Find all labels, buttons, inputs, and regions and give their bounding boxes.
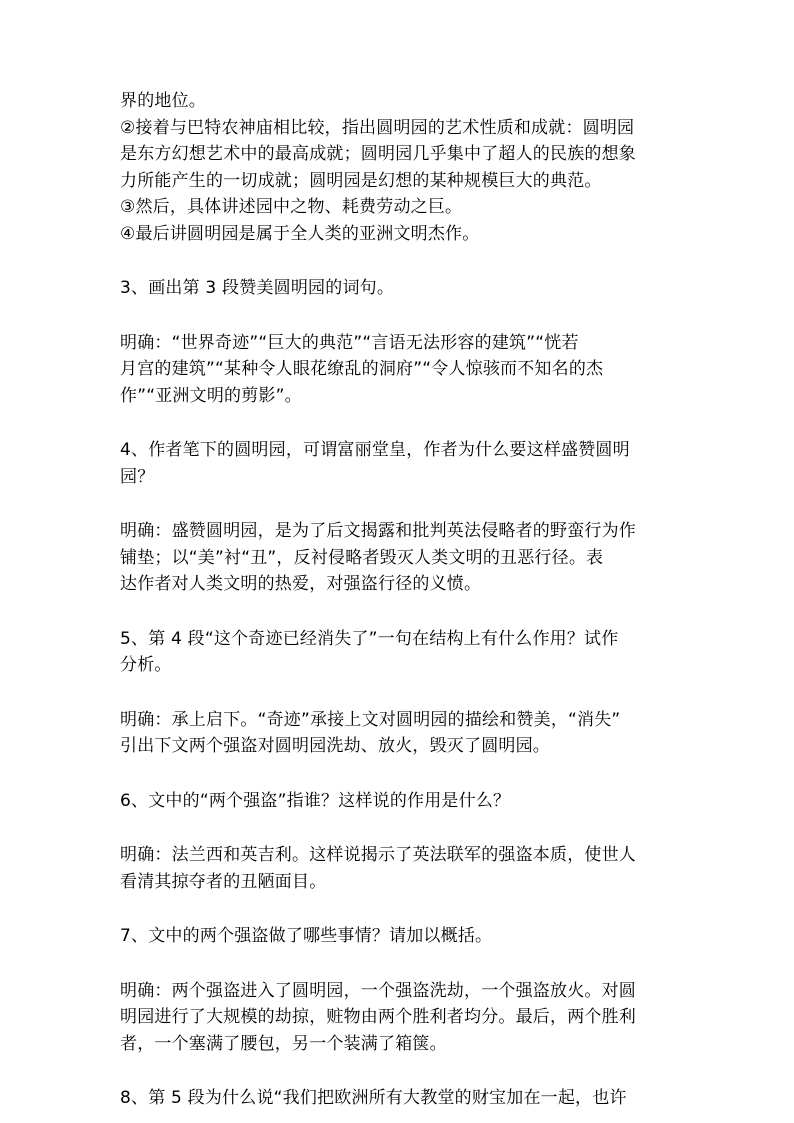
text-line: 看清其掠夺者的丑陋面目。 [120,871,327,892]
paragraph-gap [120,247,680,275]
text-line: 明确：法兰西和英吉利。这样说揭示了英法联军的强盗本质，使世人 [120,845,636,865]
text-line: 5、第 4 段“这个奇迹已经消失了”一句在结构上有什么作用？试作 [120,628,619,649]
answer-5 [120,707,680,760]
text-line: 达作者对人类文明的热爱，对强盗行径的义愤。 [120,574,482,594]
paragraph-gap [120,895,680,923]
intro-point-2 [120,115,680,195]
text-line: 分析。 [120,655,172,675]
question-5 [120,626,680,679]
answer-4 [120,518,680,598]
text-line: ③然后，具体讲述园中之物、耗费劳动之巨。 [120,197,463,217]
paragraph-gap [120,814,680,842]
text-line: 明确：“世界奇迹”“巨大的典范”“言语无法形容的建筑”“恍若 [120,332,579,353]
intro-point-3 [120,194,680,221]
text-line: 者，一个塞满了腰包，另一个装满了箱箧。 [120,1033,447,1054]
paragraph-gap [120,1057,680,1085]
question-6 [120,788,680,815]
text-line: 8、第 5 段为什么说“我们把欧洲所有大教堂的财宝加在一起，也许 [120,1088,627,1108]
text-line: 界的地位。 [120,91,206,111]
text-line: 明园进行了大规模的劫掠，赃物由两个胜利者均分。最后，两个胜利 [120,1007,636,1027]
text-line: 月宫的建筑”“某种令人眼花缭乱的洞府”“令人惊骇而不知名的杰 [120,359,604,379]
text-line: 明确：两个强盗进入了圆明园，一个强盗洗劫，一个强盗放火。对圆 [120,980,636,1001]
text-line: 引出下文两个强盗对圆明园洗劫、放火，毁灭了圆明园。 [120,736,550,756]
text-line: 明确：承上启下。“奇迹”承接上文对圆明园的描绘和赞美，“消失” [120,709,621,730]
paragraph-gap [120,598,680,626]
text-line: 3、画出第 3 段赞美圆明园的词句。 [120,278,395,298]
paragraph-gap [120,950,680,978]
text-line: ②接着与巴特农神庙相比较，指出圆明园的艺术性质和成就：圆明园 [120,117,635,138]
intro-point-1-tail [120,88,680,115]
text-line: 明确：盛赞圆明园，是为了后文揭露和批判英法侵略者的野蛮行为作 [120,521,636,541]
answer-7 [120,978,680,1058]
answer-6 [120,842,680,895]
paragraph-gap [120,409,680,437]
answer-3 [120,330,680,410]
text-line: 作”“亚洲文明的剪影”。 [120,385,302,406]
text-line: 铺垫；以“美”衬“丑”，反衬侵略者毁灭人类文明的丑恶行径。表 [120,547,604,568]
intro-point-4 [120,221,680,248]
paragraph-gap [120,490,680,518]
text-line: ④最后讲圆明园是属于全人类的亚洲文明杰作。 [120,223,480,244]
question-3 [120,275,680,302]
text-line: 力所能产生的一切成就；圆明园是幻想的某种规模巨大的典范。 [120,170,602,191]
text-line: 7、文中的两个强盗做了哪些事情？请加以概括。 [120,926,493,946]
text-line: 是东方幻想艺术中的最高成就；圆明园几乎集中了超人的民族的想象 [120,144,636,164]
paragraph-gap [120,302,680,330]
question-8 [120,1085,680,1112]
text-line: 4、作者笔下的圆明园，可谓富丽堂皇，作者为什么要这样盛赞圆明 [120,440,630,460]
text-line: 6、文中的“两个强盗”指谁？这样说的作用是什么？ [120,790,511,811]
question-4 [120,437,680,490]
paragraph-gap [120,679,680,707]
document-page [120,88,680,1112]
question-7 [120,923,680,950]
paragraph-gap [120,760,680,788]
text-line: 园？ [120,466,155,487]
